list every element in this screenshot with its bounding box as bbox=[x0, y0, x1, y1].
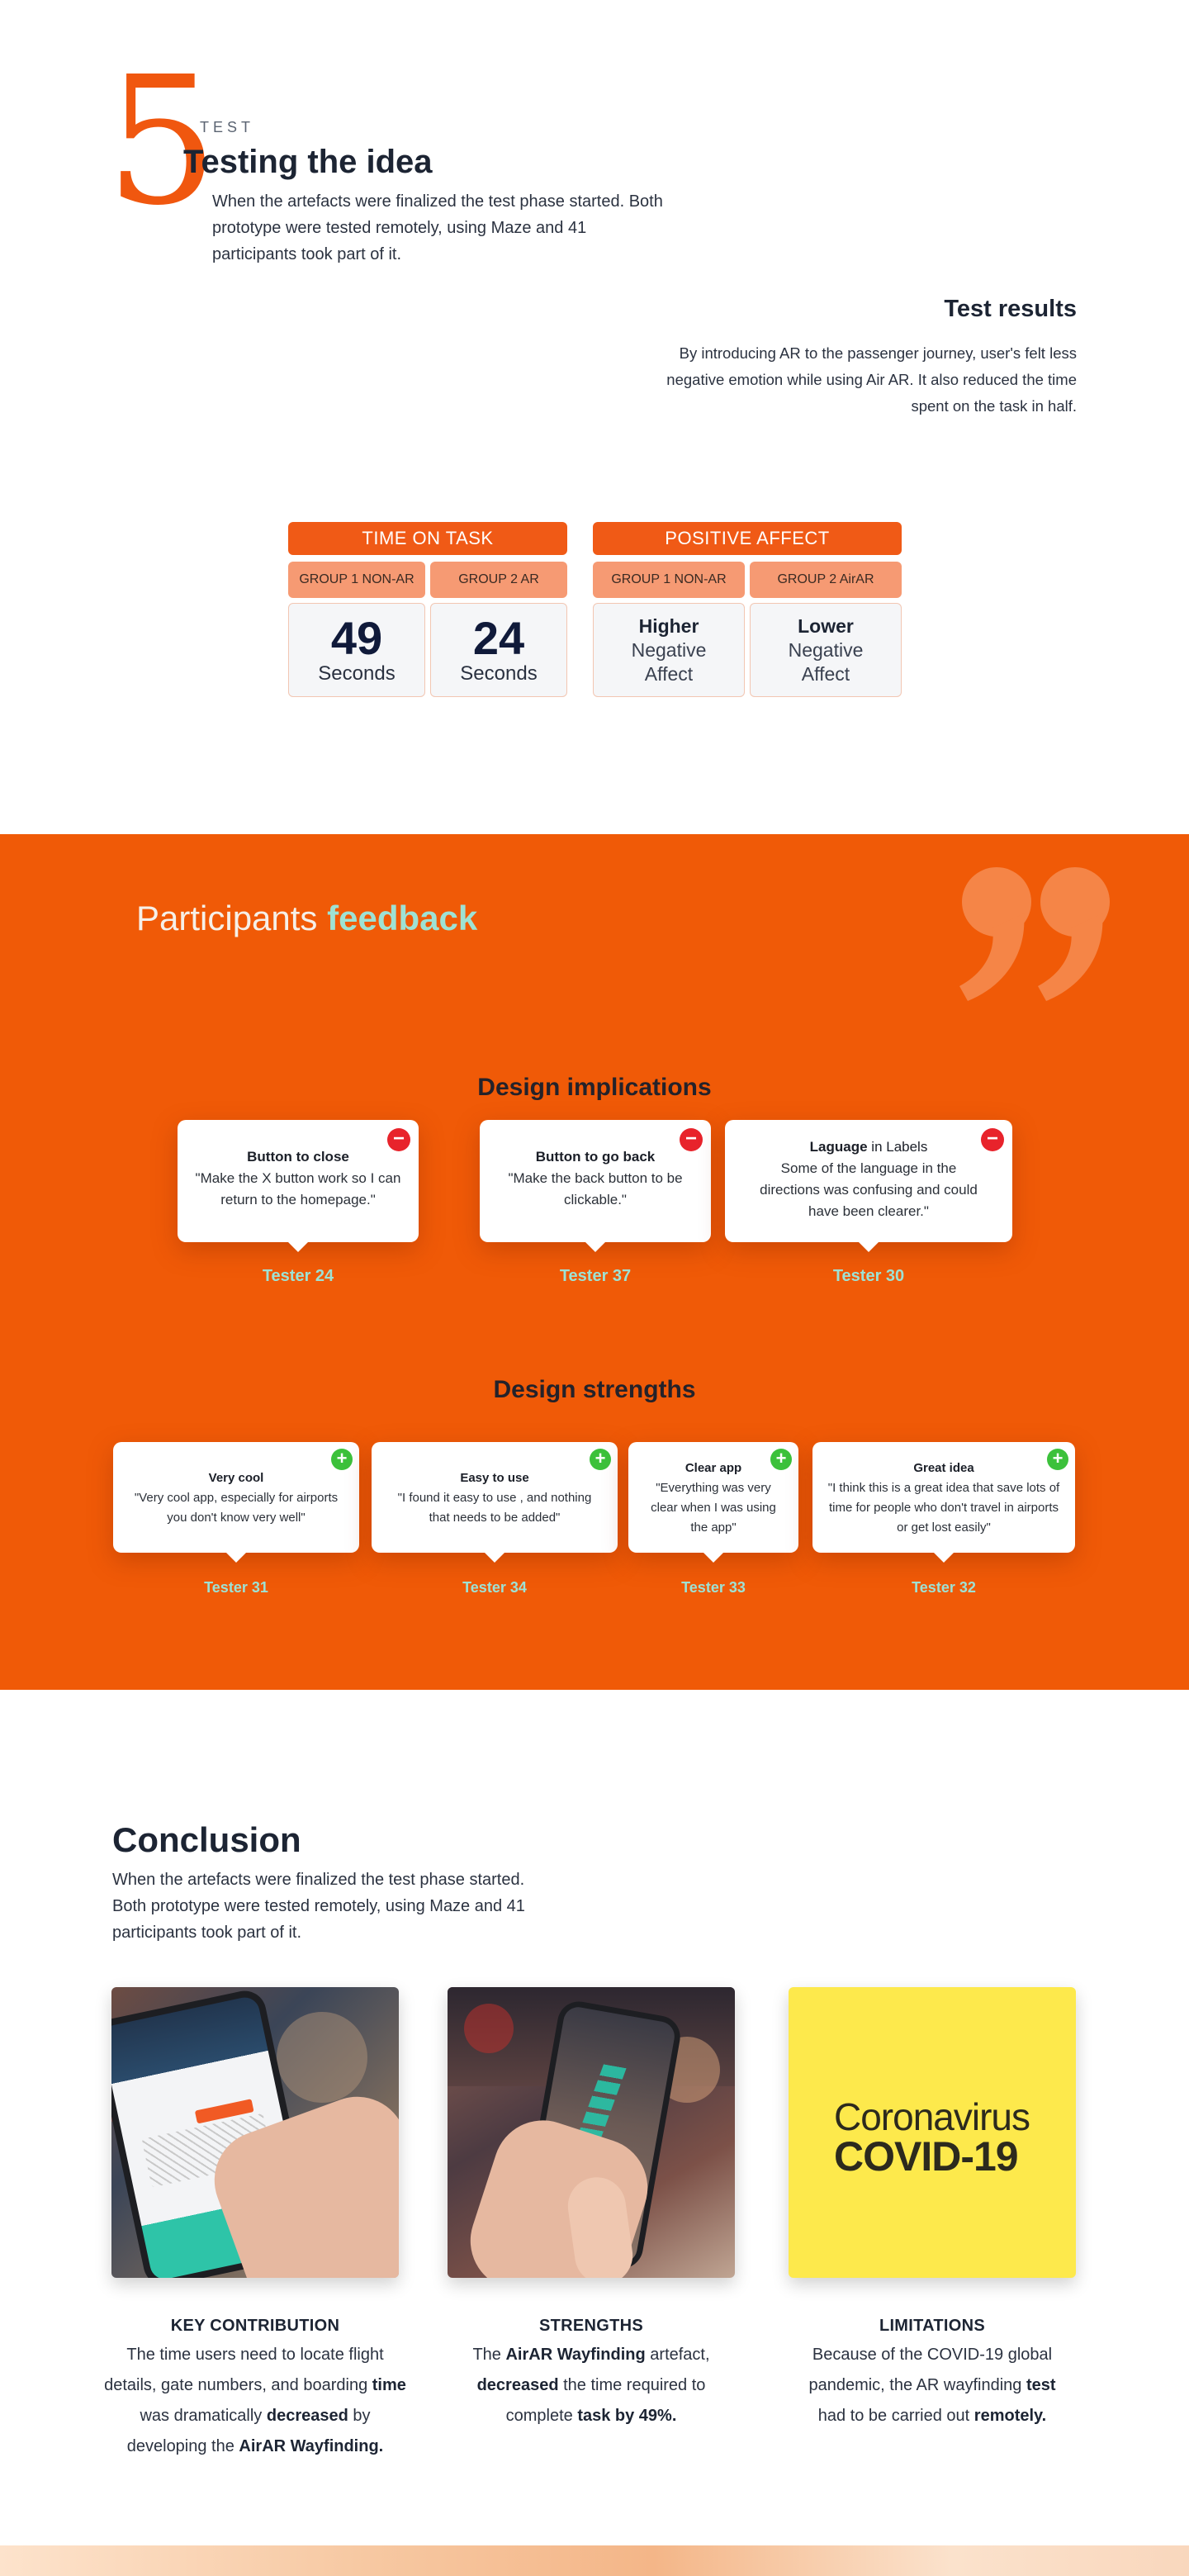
card-text: "Make the back button to be clickable." bbox=[508, 1170, 683, 1207]
time-value-cell bbox=[430, 603, 567, 697]
time-value: 24 bbox=[472, 612, 525, 664]
column-title: KEY CONTRIBUTION bbox=[170, 2317, 340, 2335]
card-title: Clear app bbox=[685, 1461, 742, 1475]
card-title: Great idea bbox=[913, 1461, 974, 1475]
card-text: "Everything was very clear when I was using the app" bbox=[651, 1481, 776, 1535]
plus-icon: + bbox=[331, 1449, 353, 1470]
positive-affect-table bbox=[593, 522, 902, 697]
affect-text: Negative bbox=[788, 638, 864, 661]
test-description: When the artefacts were finalized the test phase started. Both prototype were tested remotely, using Maze and 41 participants took part of it. bbox=[212, 192, 663, 263]
positive-affect-header: POSITIVE AFFECT bbox=[593, 522, 902, 555]
tester-label: Tester 32 bbox=[912, 1579, 976, 1596]
column-title: STRENGTHS bbox=[538, 2317, 644, 2335]
affect-value-cell bbox=[750, 603, 902, 697]
tester-label: Tester 30 bbox=[832, 1267, 905, 1285]
tester-label: Tester 31 bbox=[204, 1579, 268, 1596]
implication-card bbox=[178, 1120, 419, 1242]
page-title: Testing the idea bbox=[183, 144, 433, 180]
plus-icon: + bbox=[590, 1449, 611, 1470]
time-value: 49 bbox=[330, 612, 383, 664]
conclusion-description: When the artefacts were finalized the test phase started. Both prototype were tested remotely, using Maze and 41 participants took part of it. bbox=[112, 1871, 525, 1942]
card-text: "Very cool app, especially for airports you don't know very well" bbox=[134, 1491, 339, 1525]
covid-line-2: COVID-19 bbox=[834, 2133, 1018, 2180]
minus-icon: − bbox=[680, 1128, 703, 1151]
feedback-title: Participants feedback bbox=[136, 899, 478, 937]
results-description: By introducing AR to the passenger journey, user's felt less negative emotion while using Air AR. It also reduced the time spent on the task in half. bbox=[666, 344, 1077, 415]
ar-wayfinding-photo bbox=[448, 1987, 735, 2278]
plus-icon: + bbox=[1047, 1449, 1068, 1470]
implications-title: Design implications bbox=[477, 1074, 712, 1101]
section-eyebrow: TEST bbox=[200, 119, 255, 135]
key-contribution-block bbox=[98, 2312, 412, 2462]
column-title: LIMITATIONS bbox=[879, 2317, 986, 2335]
tester-label: Tester 34 bbox=[462, 1579, 527, 1596]
strength-card bbox=[628, 1442, 798, 1553]
plus-icon: + bbox=[770, 1449, 792, 1470]
card-title: Button to close bbox=[247, 1149, 349, 1165]
time-unit: Seconds bbox=[318, 662, 396, 685]
tester-label: Tester 37 bbox=[559, 1267, 632, 1285]
affect-value-cell bbox=[593, 603, 745, 697]
group-label: GROUP 1 NON-AR bbox=[593, 562, 745, 598]
implication-card bbox=[480, 1120, 711, 1242]
strength-card bbox=[812, 1442, 1075, 1553]
group-label: GROUP 1 NON-AR bbox=[288, 562, 425, 598]
card-text: "Make the X button work so I can return to the homepage." bbox=[195, 1170, 401, 1207]
group-label: GROUP 2 AR bbox=[430, 562, 567, 598]
affect-text: Affect bbox=[644, 662, 694, 685]
minus-icon: − bbox=[981, 1128, 1004, 1151]
card-title: Laguage in Labels bbox=[809, 1139, 928, 1155]
implication-card bbox=[725, 1120, 1012, 1242]
strengths-title: Design strengths bbox=[493, 1376, 696, 1403]
flight-app-photo bbox=[111, 1987, 399, 2278]
affect-text: Affect bbox=[801, 662, 850, 685]
limitations-block bbox=[775, 2312, 1089, 2431]
card-title: Very cool bbox=[208, 1471, 264, 1485]
conclusion-title: Conclusion bbox=[112, 1820, 301, 1859]
time-unit: Seconds bbox=[460, 662, 538, 685]
tester-label: Tester 24 bbox=[262, 1267, 334, 1285]
minus-icon: − bbox=[387, 1128, 410, 1151]
step-number: 5 bbox=[106, 39, 216, 244]
strengths-block bbox=[434, 2312, 748, 2431]
time-on-task-table bbox=[288, 522, 567, 697]
card-title: Easy to use bbox=[460, 1471, 529, 1485]
strength-card bbox=[113, 1442, 359, 1553]
covid-card bbox=[789, 1987, 1076, 2278]
column-body: Because of the COVID-19 global pandemic, the AR wayfinding test had to be carried out remotely. bbox=[808, 2346, 1056, 2425]
column-body: The AirAR Wayfinding artefact, decreased the time required to complete task by 49%. bbox=[472, 2346, 710, 2425]
time-on-task-header: TIME ON TASK bbox=[288, 522, 567, 555]
affect-text: Negative bbox=[631, 638, 707, 661]
card-text: Some of the language in the directions was confusing and could have been clearer." bbox=[760, 1160, 978, 1219]
results-title: Test results bbox=[944, 296, 1077, 322]
column-body: The time users need to locate flight details, gate numbers, and boarding time was dramatically decreased by developing the AirAR Wayfinding. bbox=[104, 2346, 406, 2455]
time-value-cell bbox=[288, 603, 425, 697]
affect-level: Lower bbox=[798, 614, 854, 637]
affect-level: Higher bbox=[638, 614, 699, 637]
card-title: Button to go back bbox=[535, 1149, 656, 1165]
group-label: GROUP 2 AirAR bbox=[750, 562, 902, 598]
conclusion-section bbox=[0, 1690, 1189, 2545]
quote-mark-icon bbox=[959, 862, 1116, 1003]
feedback-section bbox=[0, 834, 1189, 1690]
footer-gradient-strip bbox=[0, 2545, 1189, 2576]
test-section bbox=[0, 0, 1189, 834]
tester-label: Tester 33 bbox=[681, 1579, 746, 1596]
card-text: "I found it easy to use , and nothing that needs to be added" bbox=[397, 1491, 592, 1525]
card-text: "I think this is a great idea that save lots of time for people who don't travel in airports or get lost easily" bbox=[827, 1481, 1060, 1535]
strength-card bbox=[372, 1442, 618, 1553]
covid-line-1: Coronavirus bbox=[834, 2095, 1030, 2138]
